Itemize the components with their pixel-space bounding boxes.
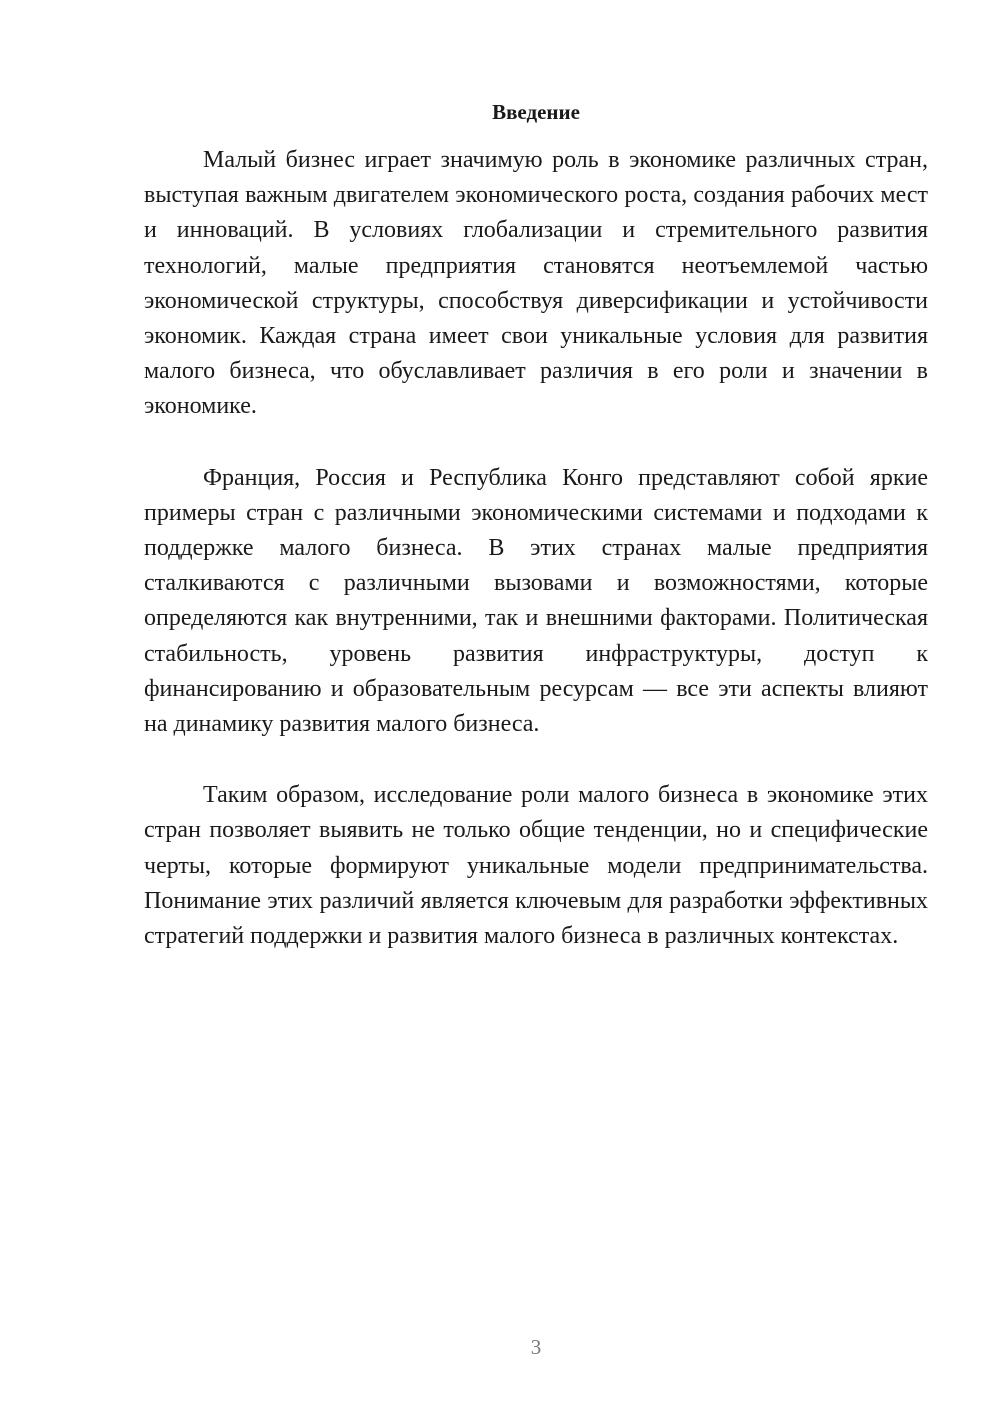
paragraph-3: Таким образом, исследование роли малого бизнеса в экономике этих стран позволяет выявить не только общие тенденции, но и специфические черты, которые формируют уникальные модели предпринимательства. Понимание этих различий является ключевым для разработки эффективных стратегий поддержки и развития малого бизнеса в различных контекстах. — [144, 782, 928, 950]
body-text — [144, 143, 928, 990]
paragraph-1: Малый бизнес играет значимую роль в экономике различных стран, выступая важным двигателем экономического роста, создания рабочих мест и инноваций. В условиях глобализации и стремительного развития технологий, малые предприятия становятся неотъемлемой частью экономической структуры, способствуя диверсификации и устойчивости экономик. Каждая страна имеет свои уникальные условия для развития малого бизнеса, что обуславливает различия в его роли и значении в экономике. — [144, 147, 928, 420]
page-title: Введение — [492, 100, 580, 124]
page-number: 3 — [530, 1335, 542, 1359]
paragraph-2: Франция, Россия и Республика Конго представляют собой яркие примеры стран с различными экономическими системами и подходами к поддержке малого бизнеса. В этих странах малые предприятия сталкиваются с различными вызовами и возможностями, которые определяются как внутренними, так и внешними факторами. Политическая стабильность, уровень развития инфраструктуры, доступ к финансированию и образовательным ресурсам — все эти аспекты влияют на динамику развития малого бизнеса. — [144, 464, 928, 738]
